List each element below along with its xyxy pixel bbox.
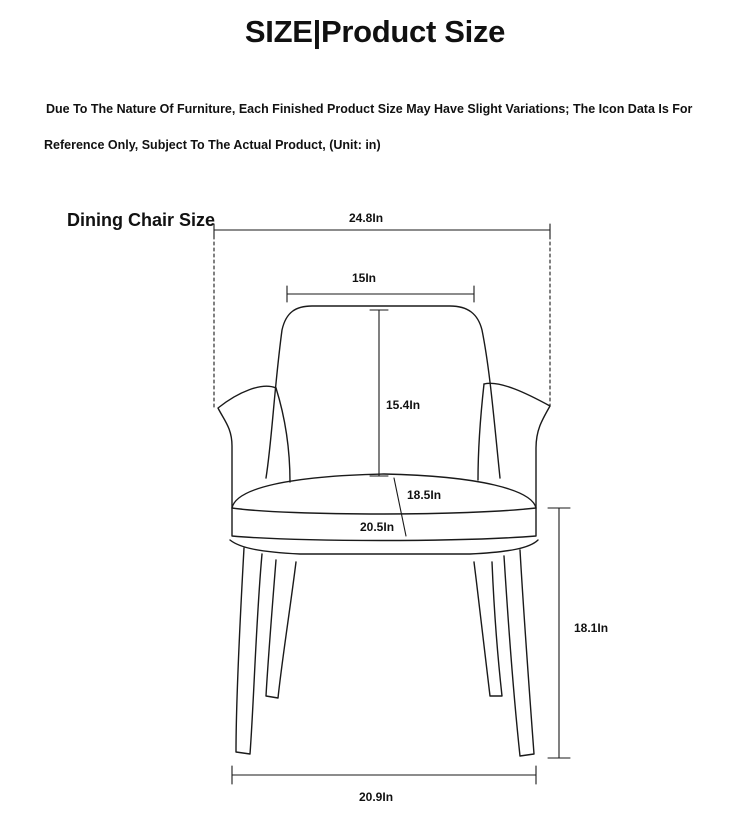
notice-line-2: Reference Only, Subject To The Actual Product, (Unit: in) (44, 138, 381, 152)
page-title: SIZE|Product Size (244, 14, 506, 49)
notice-line-1: Due To The Nature Of Furniture, Each Finished Product Size May Have Slight Variations; The Icon Data Is For (46, 102, 693, 116)
overall-width-label: 24.8In (349, 211, 384, 225)
base-width-label: 20.9In (359, 790, 394, 804)
seat-depth-label: 18.5In (407, 488, 442, 502)
seat-width-label: 20.5In (360, 520, 395, 534)
backrest-width-label: 15In (352, 271, 377, 285)
dimension-lines (214, 224, 570, 784)
backrest-height-label: 15.4In (386, 398, 421, 412)
section-title: Dining Chair Size (67, 210, 216, 230)
seat-height-label: 18.1In (574, 621, 609, 635)
